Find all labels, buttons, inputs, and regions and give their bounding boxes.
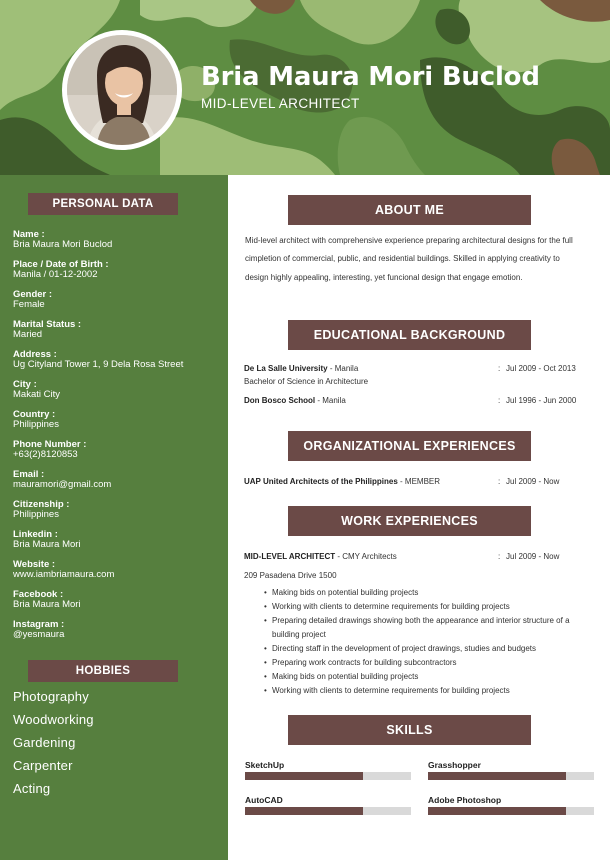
personal-data-item: [13, 590, 225, 620]
profile-photo-frame: [62, 30, 182, 150]
education-row: [244, 396, 594, 405]
personal-data-item: [13, 410, 225, 440]
personal-data-label: Marital Status :: [13, 319, 82, 330]
work-duty-item: • Preparing work contracts for building subcontractors: [264, 656, 594, 670]
hobbies-heading: HOBBIES: [28, 660, 178, 682]
personal-data-label: Instagram :: [13, 619, 65, 630]
work-duty-item: • Working with clients to determine requirements for building projects: [264, 684, 594, 698]
skill-item: [245, 795, 411, 815]
personal-data-item: [13, 470, 225, 500]
education-dates: Jul 1996 - Jun 2000: [506, 396, 577, 405]
skill-name: SketchUp: [245, 760, 285, 770]
hobby-item: Carpenter: [13, 758, 73, 773]
organization-dates: Jul 2009 - Now: [506, 477, 560, 486]
personal-data-value: Bria Maura Mori: [13, 539, 81, 550]
personal-data-item: [13, 560, 225, 590]
school-name: De La Salle University: [244, 364, 328, 373]
personal-data-value: +63(2)8120853: [13, 449, 78, 460]
skill-item: [245, 760, 411, 780]
skill-item: [428, 760, 594, 780]
header-banner: [0, 0, 610, 175]
personal-data-value: Philippines: [13, 509, 59, 520]
hobby-item: Photography: [13, 689, 89, 704]
work-heading: WORK EXPERIENCES: [288, 506, 531, 536]
school-name: Don Bosco School: [244, 396, 316, 405]
work-row: [244, 552, 594, 561]
personal-data-value: Bria Maura Mori Buclod: [13, 239, 113, 250]
personal-data-item: [13, 350, 225, 380]
personal-data-label: Name :: [13, 229, 45, 240]
hobby-item: Acting: [13, 781, 51, 796]
personal-data-label: Country :: [13, 409, 56, 420]
personal-data-item: [13, 320, 225, 350]
separator: :: [498, 364, 501, 373]
personal-data-label: Facebook :: [13, 589, 64, 600]
skill-bar-fill: [245, 772, 363, 780]
skill-bar: [245, 772, 411, 780]
personal-data-value: mauramori@gmail.com: [13, 479, 112, 490]
personal-data-value: Manila / 01-12-2002: [13, 269, 98, 280]
personal-data-item: [13, 500, 225, 530]
personal-data-item: [13, 380, 225, 410]
hobby-item: Woodworking: [13, 712, 94, 727]
applicant-name: Bria Maura Mori Buclod: [201, 62, 540, 92]
personal-data-value: @yesmaura: [13, 629, 65, 640]
applicant-role: MID-LEVEL ARCHITECT: [201, 96, 360, 111]
job-title: MID-LEVEL ARCHITECT: [244, 552, 336, 561]
work-duty-item: • Directing staff in the development of project drawings, studies and budgets: [264, 642, 594, 656]
degree: Bachelor of Science in Architecture: [244, 377, 369, 386]
sidebar: [0, 175, 228, 860]
hobbies-list: [13, 685, 94, 800]
school-place: - Manila: [327, 364, 359, 373]
skill-bar-fill: [428, 807, 566, 815]
personal-data-item: [13, 440, 225, 470]
work-duty-item: • Making bids on potential building projects: [264, 586, 594, 600]
separator: :: [498, 477, 501, 486]
personal-data-value: www.iambriamaura.com: [13, 569, 115, 580]
skill-bar: [245, 807, 411, 815]
personal-data-value: Bria Maura Mori: [13, 599, 81, 610]
personal-data-heading: PERSONAL DATA: [28, 193, 178, 215]
work-duty-item: • Working with clients to determine requirements for building projects: [264, 600, 594, 614]
education-row: [244, 364, 594, 373]
personal-data-item: [13, 290, 225, 320]
personal-data-label: City :: [13, 379, 37, 390]
work-address: 209 Pasadena Drive 1500: [244, 571, 337, 580]
personal-data-item: [13, 530, 225, 560]
personal-data-value: Makati City: [13, 389, 60, 400]
personal-data-label: Website :: [13, 559, 56, 570]
skill-name: Grasshopper: [428, 760, 481, 770]
skill-bar-fill: [428, 772, 566, 780]
personal-data-item: [13, 230, 225, 260]
skills-heading: SKILLS: [288, 715, 531, 745]
organization-row: [244, 477, 594, 486]
job-company: - CMY Architects: [335, 552, 397, 561]
personal-data-item: [13, 260, 225, 290]
skill-bar-fill: [245, 807, 363, 815]
skill-item: [428, 795, 594, 815]
profile-photo: [67, 35, 177, 145]
personal-data-value: Female: [13, 299, 45, 310]
skill-name: Adobe Photoshop: [428, 795, 502, 805]
education-heading: EDUCATIONAL BACKGROUND: [288, 320, 531, 350]
personal-data-label: Email :: [13, 469, 45, 480]
work-duty-item: • Making bids on potential building projects: [264, 670, 594, 684]
about-me-text: Mid-level architect with comprehensive experience preparing architectural designs for the full cimpletion of commercial, public, and residential buildings. Skilled in applying creativity to design highly appealing, interesting, yet funcional design that engage emotion.: [245, 236, 573, 282]
skill-name: AutoCAD: [245, 795, 283, 805]
personal-data-list: [13, 230, 225, 650]
main-content: [228, 175, 610, 860]
about-me-heading: ABOUT ME: [288, 195, 531, 225]
organization-role: - MEMBER: [397, 477, 441, 486]
school-place: - Manila: [315, 396, 346, 405]
hobby-item: Gardening: [13, 735, 76, 750]
personal-data-label: Citizenship :: [13, 499, 70, 510]
personal-data-label: Address :: [13, 349, 57, 360]
work-duty-item: • Preparing detailed drawings showing both the appearance and interior structure of a building project: [264, 614, 594, 642]
organization-name: UAP United Architects of the Philippines: [244, 477, 398, 486]
work-duties-list: [264, 586, 594, 698]
personal-data-label: Place / Date of Birth :: [13, 259, 109, 270]
separator: :: [498, 552, 501, 561]
personal-data-value: Maried: [13, 329, 43, 340]
separator: :: [498, 396, 501, 405]
personal-data-value: Ug Cityland Tower 1, 9 Dela Rosa Street: [13, 359, 184, 370]
personal-data-label: Phone Number :: [13, 439, 87, 450]
personal-data-label: Linkedin :: [13, 529, 58, 540]
personal-data-item: [13, 620, 225, 650]
organization-heading: ORGANIZATIONAL EXPERIENCES: [288, 431, 531, 461]
personal-data-label: Gender :: [13, 289, 53, 300]
education-dates: Jul 2009 - Oct 2013: [506, 364, 576, 373]
skill-bar: [428, 772, 594, 780]
skill-bar: [428, 807, 594, 815]
work-dates: Jul 2009 - Now: [506, 552, 560, 561]
personal-data-value: Philippines: [13, 419, 59, 430]
